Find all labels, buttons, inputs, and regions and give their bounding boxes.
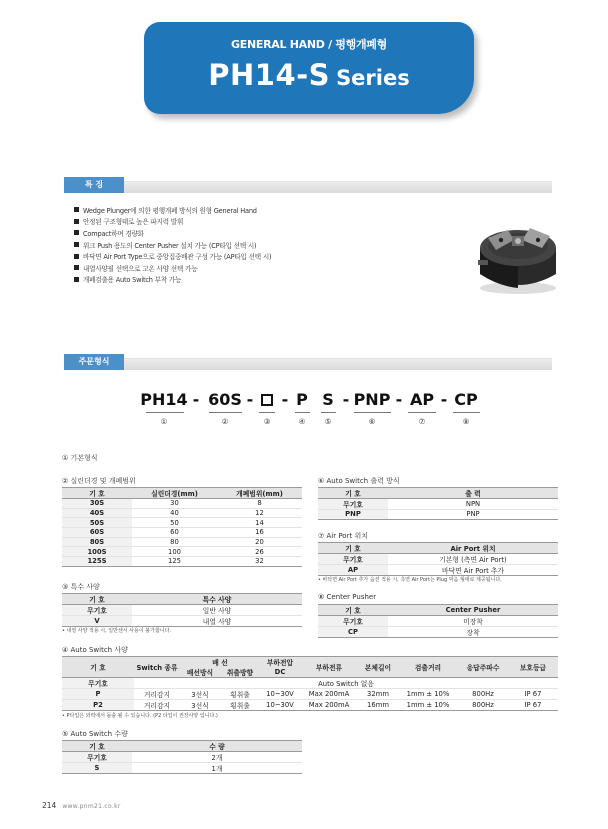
feature-text: 바닥면 Air Port Type으로 중앙집중배관 구성 가능 (AP타입 선택 시) [83, 253, 272, 262]
banner-subtitle: GENERAL HAND / 평행개폐형 [231, 38, 387, 51]
table-cell: 8 [217, 499, 302, 509]
feature-item [74, 250, 354, 262]
code-underline [259, 412, 275, 413]
website-url: www.pnm21.co.kr [62, 803, 121, 810]
table-row [62, 700, 558, 711]
special-table-heading: ③ 특수 사양 [62, 583, 100, 591]
feature-text: Wedge Plunger에 의한 평행개폐 방식의 원형 General Hand [83, 206, 257, 215]
page-footer [42, 801, 121, 810]
pusher-table-heading: ⑧ Center Pusher [318, 593, 377, 601]
table-cell: 무기호 [318, 499, 388, 510]
table-row [62, 508, 302, 518]
table-cell: 무기호 [62, 752, 132, 763]
code-part-special [261, 390, 273, 409]
code-dash: - [192, 390, 200, 409]
feature-item [74, 227, 354, 239]
table-header: 출 력 [388, 488, 558, 499]
table-header: 기 호 [318, 543, 388, 554]
code-underline [295, 412, 310, 413]
feature-item [74, 204, 354, 216]
bullet-icon [74, 242, 79, 247]
table-cell: P2 [62, 700, 134, 711]
table-cell: 125S [62, 557, 132, 567]
table-row [62, 518, 302, 528]
table-cell: 무기호 [318, 616, 388, 627]
table-cell: 10~30V [260, 700, 300, 711]
page-number: 214 [42, 801, 57, 810]
output-table [318, 487, 558, 520]
table-header: 기 호 [62, 657, 134, 678]
table-cell: 무기호 [62, 605, 132, 616]
code-underline [354, 412, 391, 413]
code-number: ⑦ [418, 417, 426, 426]
table-cell: 40 [132, 508, 217, 518]
banner-title [144, 58, 474, 92]
table-row [318, 554, 558, 565]
code-dash: - [440, 390, 448, 409]
table-cell: 60 [132, 528, 217, 538]
table-header: Switch 종류 [134, 657, 180, 678]
table-cell: AP [318, 565, 388, 576]
table-cell: IP 67 [508, 689, 558, 700]
gripper-product-image [468, 200, 568, 300]
code-number: ⑧ [462, 417, 470, 426]
table-row [62, 763, 302, 774]
feature-text [318, 543, 558, 554]
table-header: 응답주파수 [458, 657, 508, 678]
feature-item [74, 216, 354, 228]
table-cell: PNP [388, 510, 558, 520]
code-part-switch: P [296, 390, 308, 409]
table-row [318, 616, 558, 627]
table-row [62, 528, 302, 538]
table-header: DC [260, 667, 300, 678]
table-header: 본체길이 [358, 657, 398, 678]
table-header: Air Port 위치 [388, 543, 558, 554]
table-row [318, 627, 558, 638]
table-row [318, 510, 558, 520]
code-number: ① [160, 417, 168, 426]
table-cell: 125 [132, 557, 217, 567]
order-section-label: 주문형식 [64, 354, 124, 370]
table-cell: 횡취출 [220, 689, 260, 700]
code-part-airport: AP [409, 390, 435, 409]
code-part-output: PNP [353, 390, 391, 409]
table-cell: 16 [217, 528, 302, 538]
table-header: 배 선 [180, 657, 260, 668]
code-number: ⑤ [324, 417, 332, 426]
feature-text: 안정된 구조형태로 높은 파지력 발휘 [83, 218, 184, 227]
output-table-heading: ⑥ Auto Switch 출력 방식 [318, 477, 400, 485]
bullet-icon [74, 230, 79, 235]
feature-text: 개폐검출용 Auto Switch 부착 가능 [83, 276, 182, 285]
bullet-icon [74, 265, 79, 270]
table-header: 특수 사양 [132, 594, 302, 605]
code-part-qty: S [322, 390, 334, 409]
code-underline [209, 412, 242, 413]
qty-table-heading: ⑤ Auto Switch 수량 [62, 730, 128, 738]
table-row [62, 537, 302, 547]
table-cell: 2개 [132, 752, 302, 763]
table-cell: 30S [62, 499, 132, 509]
order-code [140, 390, 500, 430]
table-row [62, 557, 302, 567]
airport-table [318, 542, 558, 576]
table-cell: 1mm ± 10% [398, 689, 458, 700]
feature-text [62, 657, 558, 668]
table-row [62, 616, 302, 627]
code-dash: - [281, 390, 289, 409]
code-underline [146, 412, 184, 413]
table-cell: 일반 사양 [132, 605, 302, 616]
table-cell: 14 [217, 518, 302, 528]
table-cell: 40S [62, 508, 132, 518]
table-cell: 무기호 [62, 678, 134, 689]
table-row [62, 752, 302, 763]
code-dash: - [395, 390, 403, 409]
table-cell: 기본형 (측면 Air Port) [388, 554, 558, 565]
order-section-bar [64, 358, 552, 370]
table-header: 기 호 [318, 488, 388, 499]
table-cell: 26 [217, 547, 302, 557]
table-header: 기 호 [62, 741, 132, 752]
table-header: 기 호 [62, 594, 132, 605]
model-name: PH14-S [208, 58, 331, 92]
bullet-icon [74, 254, 79, 259]
table-header: 개폐범위(mm) [217, 488, 302, 499]
feature-text [62, 594, 302, 605]
table-row [62, 605, 302, 616]
airport-table-heading: ⑦ Air Port 위치 [318, 532, 368, 540]
autoswitch-table-heading: ④ Auto Switch 사양 [62, 646, 128, 654]
cylinder-table-heading: ② 실린더경 및 개폐범위 [62, 477, 136, 485]
table-cell: 미장착 [388, 616, 558, 627]
table-cell: 80 [132, 537, 217, 547]
table-cell: Max 200mA [300, 700, 358, 711]
feature-text: 워크 Push 용도의 Center Pusher 설치 가능 (CP타입 선택 시) [83, 241, 257, 250]
table-cell: 3선식 [180, 700, 220, 711]
table-header: 수 량 [132, 741, 302, 752]
table-cell: 16mm [358, 700, 398, 711]
table-cell: 10~30V [260, 689, 300, 700]
code-part-pusher: CP [454, 390, 478, 409]
table-row [62, 689, 558, 700]
airport-note: • 바닥면 Air Port 추가 옵션 적용 시, 측면 Air Port는 Plug 막음 형태로 제공됩니다. [318, 577, 502, 583]
basic-type-heading: ① 기본형식 [62, 454, 98, 462]
features-section-label: 특 징 [64, 177, 124, 193]
table-header: 기 호 [62, 488, 132, 499]
cylinder-table [62, 487, 302, 567]
table-cell: 32 [217, 557, 302, 567]
special-note: • 내열 사양 적용 시, 일반센서 사용이 불가합니다. [62, 628, 172, 634]
table-cell: 장착 [388, 627, 558, 638]
table-cell: Auto Switch 없음 [134, 678, 558, 689]
code-number: ⑥ [368, 417, 376, 426]
code-dash: - [342, 390, 350, 409]
table-cell: 80S [62, 537, 132, 547]
table-header: 부하전류 [300, 657, 358, 678]
table-cell: CP [318, 627, 388, 638]
table-row [62, 678, 558, 689]
title-banner [144, 22, 474, 114]
table-cell: 50 [132, 518, 217, 528]
table-cell: 800Hz [458, 700, 508, 711]
table-header: 기 호 [318, 605, 388, 616]
code-part-cylinder: 60S [208, 390, 242, 409]
table-cell: 32mm [358, 689, 398, 700]
table-header: 부하전압 [260, 657, 300, 668]
table-cell: 내열 사양 [132, 616, 302, 627]
table-cell: 거리감지 [134, 689, 180, 700]
table-cell: 1mm ± 10% [398, 700, 458, 711]
code-number: ② [221, 417, 229, 426]
feature-text [62, 741, 302, 752]
table-cell: Max 200mA [300, 689, 358, 700]
table-cell: 100S [62, 547, 132, 557]
qty-table [62, 740, 302, 774]
bullet-icon [74, 219, 79, 224]
table-header: 배선방식 [180, 667, 220, 678]
table-cell: 바닥면 Air Port 추가 [388, 565, 558, 576]
feature-text [62, 488, 302, 499]
series-label: Series [336, 66, 410, 90]
code-underline [453, 412, 480, 413]
code-number: ③ [263, 417, 271, 426]
table-cell: 무기호 [318, 554, 388, 565]
table-cell: 3선식 [180, 689, 220, 700]
feature-text [318, 488, 558, 499]
table-cell: 12 [217, 508, 302, 518]
table-cell: P [62, 689, 134, 700]
autoswitch-table [62, 656, 558, 711]
table-header: 취출방향 [220, 667, 260, 678]
placeholder-box-icon [261, 394, 273, 406]
table-cell: 50S [62, 518, 132, 528]
table-cell: V [62, 616, 132, 627]
table-header: 검출거리 [398, 657, 458, 678]
bullet-icon [74, 277, 79, 282]
table-cell: 횡취출 [220, 700, 260, 711]
feature-text [318, 605, 558, 616]
table-cell: 800Hz [458, 689, 508, 700]
bullet-icon [74, 207, 79, 212]
table-cell: 60S [62, 528, 132, 538]
feature-text: 내열사양필 선택으로 고온 사양 선택 가능 [83, 264, 198, 273]
table-header: 실린더경(mm) [132, 488, 217, 499]
table-header: Center Pusher [388, 605, 558, 616]
feature-item [74, 239, 354, 251]
feature-item [74, 274, 354, 286]
table-cell: NPN [388, 499, 558, 510]
code-number: ④ [298, 417, 306, 426]
special-table [62, 593, 302, 627]
table-row [318, 499, 558, 510]
features-section-bar [64, 181, 552, 193]
table-cell: PNP [318, 510, 388, 520]
code-underline [408, 412, 436, 413]
pusher-table [318, 604, 558, 638]
table-cell: 1개 [132, 763, 302, 774]
feature-item [74, 262, 354, 274]
table-cell: 100 [132, 547, 217, 557]
table-cell: IP 67 [508, 700, 558, 711]
code-underline [321, 412, 336, 413]
code-dash: - [246, 390, 254, 409]
code-part-series: PH14 [140, 390, 188, 409]
table-cell: 거리감지 [134, 700, 180, 711]
table-cell: 20 [217, 537, 302, 547]
feature-list [74, 204, 354, 285]
table-cell: S [62, 763, 132, 774]
table-row [62, 547, 302, 557]
table-row [318, 565, 558, 576]
feature-text: Compact하며 경량화 [83, 229, 144, 238]
table-row [62, 499, 302, 509]
autoswitch-note: • P타입은 외력에서 돌출 될 수 있습니다. (P2 타입이 권장사양 입니다.) [62, 713, 218, 719]
table-header: 보호등급 [508, 657, 558, 678]
table-cell: 30 [132, 499, 217, 509]
